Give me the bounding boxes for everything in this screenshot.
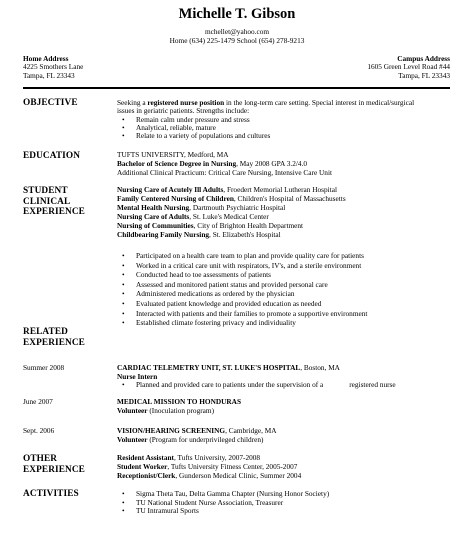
list-item: • Sigma Theta Tau, Delta Gamma Chapter (Nursing Honor Society) [122,490,329,499]
campus-address-city: Tampa, FL 23343 [398,70,450,80]
other-job: Resident Assistant, Tufts University, 2007-2008 [117,453,261,462]
list-item: • Worked in a critical care unit with respirators, IV's, and a sterile environment [122,261,367,271]
related-role: Volunteer (Inoculation program) [117,406,215,415]
contact-phones: Home (634) 225-1479 School (654) 278-9213 [169,36,305,45]
related-date: Summer 2008 [23,363,65,372]
list-item: • Interacted with patients and their families to promote a supportive environment [122,309,367,319]
clinical-rotation: Nursing of Communities, City of Brighton Health Department [117,221,304,230]
objective-line-1: Seeking a registered nurse position in the long-term care setting. Special interest in medical/surgical [117,98,415,107]
activities-heading: ACTIVITIES [23,489,79,499]
list-item: • Planned and provided care to patients under the supervision of a registered nurse [122,381,396,389]
home-address-street: 4225 Smothers Lane [23,62,84,72]
list-item: • Conducted head to toe assessments of patients [122,270,367,280]
objective-line-2: issues in geriatric patients. Strengths include: [117,106,250,115]
objective-strengths-list [122,116,270,140]
resume-name: Michelle T. Gibson [178,6,296,22]
clinical-rotation: Nursing Care of Adults, St. Luke's Medical Center [117,212,269,221]
home-address-heading: Home Address [23,54,69,63]
contact-email: mchellet@yahoo.com [204,27,270,36]
other-job: Student Worker, Tufts University Fitness Center, 2005-2007 [117,462,298,471]
list-item: • Analytical, reliable, mature [122,124,270,132]
activities-list [122,490,329,516]
list-item: • Remain calm under pressure and stress [122,116,270,124]
list-item: • TU National Student Nurse Association, Treasurer [122,499,329,508]
header-divider [23,87,450,89]
related-org: MEDICAL MISSION TO HONDURAS [117,397,242,406]
related-org: VISION/HEARING SCREENING, Cambridge, MA [117,426,277,435]
related-date: June 2007 [23,397,53,406]
other-heading: OTHER EXPERIENCE [23,454,85,475]
education-heading: EDUCATION [23,151,81,161]
objective-heading: OBJECTIVE [23,98,78,108]
other-job: Receptionist/Clerk, Gunderson Medical Clinic, Summer 2004 [117,471,302,480]
list-item: • Assessed and monitored patient status and provided personal care [122,280,367,290]
clinical-duties-list [122,251,367,328]
related-role: Volunteer (Program for underprivileged children) [117,435,264,444]
list-item: • Administered medications as ordered by the physician [122,289,367,299]
education-degree: Bachelor of Science Degree in Nursing, May 2008 GPA 3.2/4.0 [117,159,307,168]
list-item: • TU Intramural Sports [122,507,329,516]
related-heading: RELATED EXPERIENCE [23,327,85,348]
education-school: TUFTS UNIVERSITY, Medford, MA [117,150,229,159]
clinical-rotation: Childbearing Family Nursing, St. Elizabeth's Hospital [117,230,281,239]
related-date: Sept. 2006 [23,426,55,435]
related-org: CARDIAC TELEMETRY UNIT, ST. LUKE'S HOSPITAL, Boston, MA [117,363,340,372]
home-address-city: Tampa, FL 23343 [23,70,75,80]
clinical-rotation: Family Centered Nursing of Children, Children's Hospital of Massachusetts [117,194,346,203]
objective-target-role: registered nurse position [147,98,225,107]
campus-address-street: 1605 Green Level Road #44 [367,62,450,72]
list-item: • Relate to a variety of populations and cultures [122,132,270,140]
clinical-rotation: Mental Health Nursing, Dartmouth Psychiatric Hospital [117,203,286,212]
list-item: • Established climate fostering privacy and individuality [122,318,367,328]
list-item: • Participated on a health care team to plan and provide quality care for patients [122,251,367,261]
campus-address [367,55,450,80]
related-duties-list [122,381,396,389]
education-additional: Additional Clinical Practicum: Critical Care Nursing, Intensive Care Unit [117,168,333,177]
campus-address-heading: Campus Address [397,54,450,63]
home-address [23,55,83,80]
related-role: Nurse Intern [117,372,158,381]
list-item: • Evaluated patient knowledge and provided education as needed [122,299,367,309]
clinical-heading: STUDENT CLINICAL EXPERIENCE [23,186,85,217]
clinical-rotation: Nursing Care of Acutely Ill Adults, Froedert Memorial Lutheran Hospital [117,185,337,194]
